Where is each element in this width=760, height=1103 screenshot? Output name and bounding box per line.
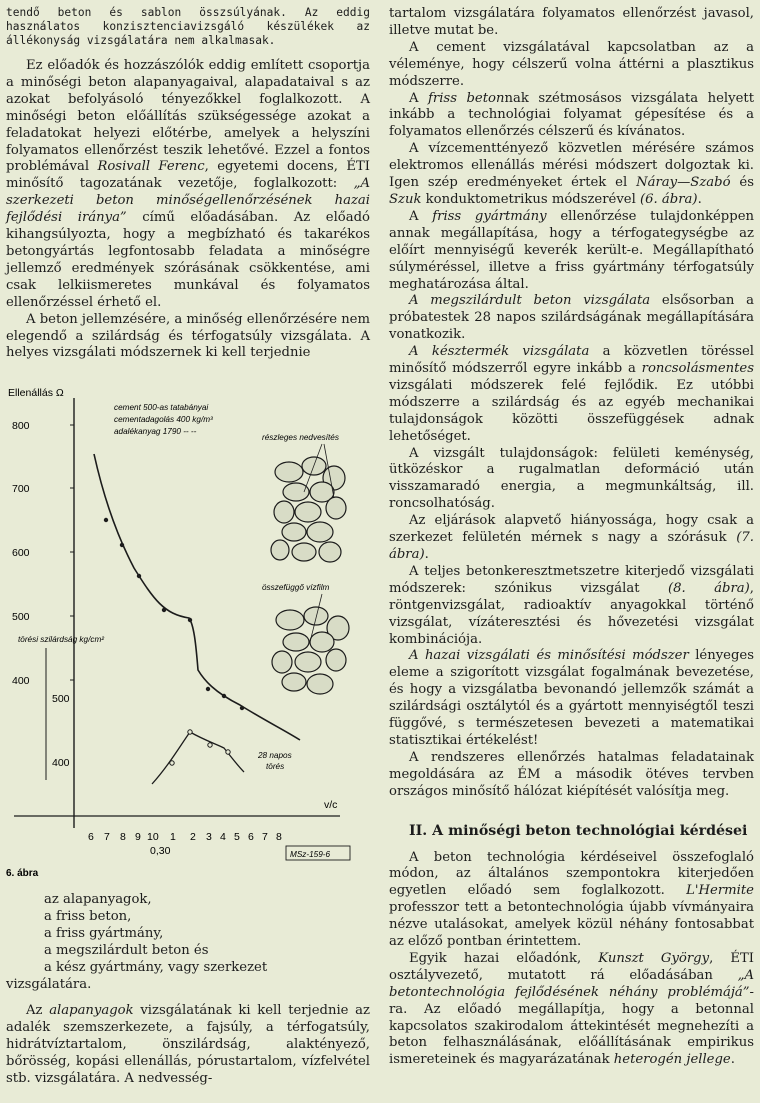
figure-6-graphic [4, 380, 366, 880]
text-run: ellenőrzése tulajdonképpen annak megállapítása, hogy a térfogategységbe az előírt mennyiségű keverék került-e. Megállapítható súlyméréssel, illetve a friss gyártmány térfogatsúly meghatározása által. [389, 208, 754, 292]
y-tick-800: 800 [12, 420, 30, 432]
svg-text:4: 4 [220, 831, 226, 843]
paragraph-hianyossag [389, 513, 754, 564]
legend-line-2: cementadagolás 400 kg/m³ [114, 415, 213, 424]
paragraph-alapanyagok [6, 1003, 370, 1088]
paragraph-kesztermek [389, 344, 754, 445]
figure-reference: (8. ábra) [667, 580, 750, 596]
x-ticks [88, 799, 337, 857]
lecture-title: „A betontechnológia fejlődésének néhány problémájá” [389, 967, 754, 1000]
text-run: elsősorban a próbatestek 28 napos szilárdságának megállapítására vonatkozik. [389, 293, 754, 343]
emphasis: heterogén jellege [613, 1052, 731, 1068]
legend-line-1: cement 500-as tatabányai [114, 403, 209, 412]
legend-line-3: adalékanyag 1790 -- -- [114, 427, 197, 436]
text-run: A [409, 208, 433, 224]
text-run: , röntgenvizsgálat, radioaktív anyagokkal történő vizsgálat, vízáteresztési és hővezetési vizsgálat kombinációja. [389, 580, 754, 647]
paragraph-continuation: tendő beton és sablon összsúlyának. Az eddig használatos konzisztenciavizsgáló készülékek az állékonyság vizsgálatára nem alkalmasak. [6, 6, 370, 47]
list-item: a friss beton, [44, 908, 132, 924]
text-run: A [409, 90, 429, 106]
y-ticks [12, 420, 74, 687]
text-run: Az [26, 1003, 50, 1019]
emphasis: friss gyártmány [432, 208, 547, 224]
text-run: a közvetlen töréssel minősítő módszerről egyre inkább a [389, 344, 754, 377]
annotation-waterfilm: összefüggő vízfilm [262, 583, 330, 592]
text-run: konduktometrikus módszerével [421, 191, 641, 207]
text-run: A beton technológia kérdéseivel összefoglaló módon, az általános szempontokra kiterjedően egyetlen előadó sem foglalkozott. [389, 849, 754, 899]
emphasis: roncsolásmentes [641, 361, 754, 377]
figure-reference: (7. ábra) [389, 530, 754, 562]
paragraph-continuation-right: tartalom vizsgálatára folyamatos ellenőrzést javasol, illetve mutat be. [389, 6, 754, 38]
svg-text:10: 10 [147, 831, 159, 843]
paragraph-tulajdonsagok: A vizsgált tulajdonságok: felületi keménység, ütközéskor a rugalmatlan deformáció után visszamaradó energia, a megmunkáltság, ill. roncsolhatóság. [389, 445, 754, 512]
left-column [6, 6, 370, 362]
text-run: Az eljárások alapvető hiányossága, hogy csak a szerkezet felületén mérnek s nagy a szórásuk [389, 513, 754, 546]
paragraph-kunszt [389, 951, 754, 1069]
emphasis: Náray—Szabó [636, 175, 731, 191]
paragraph-vizcement [389, 141, 754, 209]
y-tick-400: 400 [12, 675, 30, 687]
y-axis-label: Ellenállás Ω [8, 387, 64, 399]
inspection-list [6, 892, 370, 977]
list-item: a megszilárdult beton és [44, 942, 209, 958]
text-run: vizsgálati módszerek felé fejlődik. Ez utóbbi módszerre a szilárdság és az egyéb mechanikai tulajdonságok közötti összefüggések adnak lehetőséget. [389, 377, 754, 444]
figure-6 [4, 380, 366, 880]
text-run: nak szétmosásos vizsgálata helyett inkább a technológiai folyamat gépesítése és a folyamatos ellenőrzés célszerű és kívánatos. [389, 90, 755, 140]
svg-text:3: 3 [206, 831, 212, 843]
continuous-waterfilm-sample [272, 607, 349, 694]
paragraph-jellemzes: A beton jellemzésére, a minőség ellenőrzésére nem elegendő a szilárdság és térfogatsúly vizsgálata. A helyes vizsgálati módszernek ki kell terjednie [6, 311, 370, 361]
left-column-lower [6, 892, 370, 1088]
paragraph-megszilardult [389, 293, 754, 344]
annotation-partial-wetting: részleges nedvesítés [262, 433, 339, 442]
paragraph-rosivall [6, 58, 370, 312]
strength-curve [152, 732, 244, 784]
text-run: , egyetemi docens, ÉTI minősítő tagozatának vezetője, foglalkozott: [6, 159, 370, 192]
paragraph-friss-beton [389, 91, 754, 142]
svg-text:7: 7 [262, 831, 268, 843]
text-run: -ra. Az előadó megállapítja, hogy a betonnal kapcsolatos szakirodalom áttekintését megnehezíti a beton felhasználásának, előállításának empirikus ismereteinek és magyarázatának [389, 984, 754, 1068]
list-tail: vizsgálatára. [6, 976, 92, 992]
author-name: Rosivall Ferenc [97, 159, 205, 175]
resistance-curve [94, 454, 300, 740]
svg-text:9: 9 [135, 831, 141, 843]
text-run: . [730, 1052, 735, 1068]
text-run: A vízcementtényező közvetlen mérésére számos elektromos ellenállás mérési módszert dolgoztak ki. Igen szép eredményeket értek el [389, 141, 754, 191]
text-run: című előadásában. Az előadó kihangsúlyozta, hogy a megbízható és takarékos betongyártás legfontosabb feladata a minőségre jellemző eredmények szórásának csökkentése, ami csak lelkiismeretes munkával és folyamatos ellenőrzéssel érhető el. [6, 210, 370, 310]
emphasis: alapanyagok [49, 1003, 134, 1019]
x-zero-label: 0,30 [150, 845, 171, 857]
text-run: professzor tett a betontechnológia újabb vívmányaira nézve utalásokat, amelyek közül néhány fontosabbat az előző pontban érintettem. [389, 900, 754, 950]
text-run: vizsgálatának ki kell terjednie az adalék szemszerkezete, a fajsúly, a térfogatsúly, hidrátvíztartalom, önszilárdság, alaktényező, bőrösség, kopási ellenállás, pórustartalom, vízfelvétel stb. vizsgálatára. A nedvesség- [6, 1003, 370, 1087]
paragraph-friss-gyartmany [389, 209, 754, 294]
annotation-28-days: 28 napos [258, 751, 292, 760]
stamp-text: MSz-159-6 [290, 850, 331, 859]
strength-tick-500: 500 [52, 693, 70, 705]
list-item: a kész gyártmány, vagy szerkezet [44, 959, 268, 975]
figure-reference: (6. ábra) [640, 191, 698, 207]
emphasis: L'Hermite [686, 883, 754, 899]
text-run: lényeges eleme a szigorított vizsgálat fogalmának bevezetése, és hogy a vizsgálatba bevonandó jellemzők számát a szilárdsági osztálytól és a gyártott mennyiségtől teszi függővé, s természetesen bevezeti a matematikai statisztikai értékelést! [389, 648, 754, 748]
text-run: . [424, 547, 429, 562]
paragraph-cement: A cement vizsgálatával kapcsolatban az a véleménye, hogy célszerű volna áttérni a plasztikus módszerre. [389, 39, 754, 89]
partial-wetting-sample [271, 457, 346, 562]
text-run: . [697, 191, 702, 207]
list-item: a friss gyártmány, [44, 925, 164, 941]
paragraph-keresztmetszet [389, 564, 754, 649]
text-run: Ez előadók és hozzászólók eddig említett csoportja a minőségi beton alapanyagaival, alapadataival s az azokat befolyásoló tényezőkkel foglalkozott. A minőségi beton előállítás szükségessége azokat a feladatokat helyezi előtérbe, amelyek a helyszíni folyamatos ellenőrzést teszik lehetővé. Ezzel a fontos problémával [6, 58, 370, 175]
svg-text:8: 8 [120, 831, 126, 843]
svg-text:5: 5 [234, 831, 240, 843]
emphasis: A késztermék vizsgálata [409, 344, 590, 360]
svg-text:8: 8 [276, 831, 282, 843]
svg-text:6: 6 [88, 831, 94, 843]
svg-text:2: 2 [190, 831, 196, 843]
author-name: Kunszt György [598, 950, 710, 966]
text-run: A teljes betonkeresztmetszetre kiterjedő vizsgálati módszerek: szónikus vizsgálat [389, 563, 754, 596]
svg-text:1: 1 [170, 831, 176, 843]
strength-tick-400: 400 [52, 757, 70, 769]
right-column [389, 6, 754, 1069]
emphasis: Szuk [389, 191, 422, 207]
x-axis-label: v/c [324, 799, 338, 811]
paragraph-hazai-modszer [389, 648, 754, 749]
text-run: Egyik hazai előadónk, [409, 950, 599, 966]
text-run: , ÉTI osztályvezető, mutatott rá előadásában [389, 950, 754, 983]
emphasis: A hazai vizsgálati és minősítési módszer [409, 648, 689, 664]
figure-caption: 6. ábra [6, 868, 39, 879]
paragraph-technologia [389, 850, 754, 951]
emphasis: A megszilárdult beton vizsgálata [409, 293, 651, 309]
svg-text:7: 7 [104, 831, 110, 843]
lecture-title: „A szerkezeti beton minőségellenőrzésének hazai fejlődési iránya” [6, 176, 370, 226]
section-heading: II. A minőségi beton technológiai kérdései [409, 822, 748, 839]
list-item: az alapanyagok, [44, 892, 152, 907]
svg-text:6: 6 [248, 831, 254, 843]
y-tick-600: 600 [12, 547, 30, 559]
y-tick-500: 500 [12, 611, 30, 623]
emphasis: friss beton [428, 90, 505, 106]
strength-label: törési szilárdság kg/cm² [18, 635, 104, 644]
annotation-break: törés [266, 762, 285, 771]
paragraph-rendszeres: A rendszeres ellenőrzés hatalmas feladatainak megoldására az ÉM a második ötéves tervben országos minősítő hálózat kiépítését valósítja meg. [389, 749, 754, 799]
y-tick-700: 700 [12, 483, 30, 495]
text-run: és [730, 175, 754, 191]
